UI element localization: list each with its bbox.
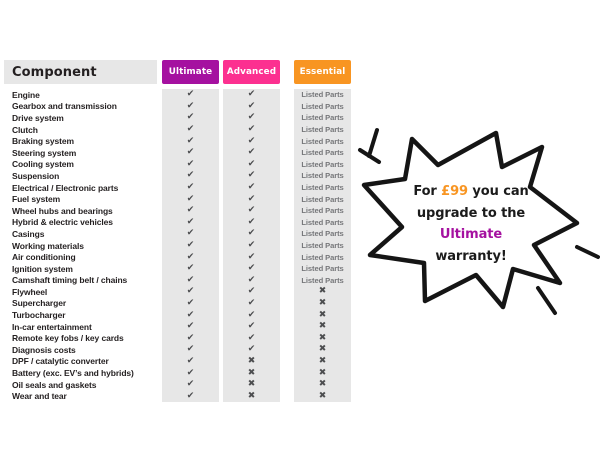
table-row	[0, 89, 352, 101]
check-icon: ✔	[186, 89, 195, 100]
table-row	[0, 321, 352, 333]
check-icon: ✔	[186, 344, 195, 355]
table-row	[0, 147, 352, 159]
table-row	[0, 344, 352, 356]
component-name: Battery (exc. EV’s and hybrids)	[12, 368, 134, 379]
table-row	[0, 135, 352, 147]
check-icon: ✔	[247, 332, 256, 343]
table-row	[0, 367, 352, 379]
cross-icon: ✖	[318, 367, 327, 378]
table-row	[0, 379, 352, 391]
table-row	[0, 205, 352, 217]
listed-parts-label: Listed Parts	[301, 206, 344, 216]
check-icon: ✔	[186, 390, 195, 401]
check-icon: ✔	[186, 263, 195, 274]
check-icon: ✔	[186, 158, 195, 169]
table-row	[0, 182, 352, 194]
table-row	[0, 240, 352, 252]
table-row	[0, 263, 352, 275]
bubble-text	[396, 181, 546, 267]
listed-parts-label: Listed Parts	[301, 171, 344, 181]
cross-icon: ✖	[318, 321, 327, 332]
check-icon: ✔	[247, 263, 256, 274]
table-body	[0, 89, 352, 402]
check-icon: ✔	[247, 89, 256, 100]
plan-header-advanced	[223, 60, 280, 84]
listed-parts-label: Listed Parts	[301, 241, 344, 251]
component-name: Steering system	[12, 147, 77, 158]
plan-header-advanced-label: Advanced	[226, 67, 277, 77]
cross-icon: ✖	[318, 286, 327, 297]
listed-parts-label: Listed Parts	[301, 148, 344, 158]
check-icon: ✔	[186, 228, 195, 239]
check-icon: ✔	[247, 240, 256, 251]
listed-parts-label: Listed Parts	[301, 275, 344, 285]
cross-icon: ✖	[318, 297, 327, 308]
check-icon: ✔	[186, 147, 195, 158]
check-icon: ✔	[247, 124, 256, 135]
check-icon: ✔	[186, 297, 195, 308]
bubble-line-4: warranty!	[435, 248, 507, 264]
price-text: £99	[441, 184, 468, 199]
component-name: DPF / catalytic converter	[12, 356, 109, 367]
check-icon: ✔	[247, 193, 256, 204]
listed-parts-label: Listed Parts	[301, 125, 344, 135]
component-name: Hybrid & electric vehicles	[12, 217, 113, 228]
speed-line-bottom-right-icon	[538, 288, 555, 313]
check-icon: ✔	[247, 112, 256, 123]
check-icon: ✔	[247, 135, 256, 146]
check-icon: ✔	[186, 112, 195, 123]
cross-icon: ✖	[247, 355, 256, 366]
check-icon: ✔	[247, 170, 256, 181]
cross-icon: ✖	[318, 332, 327, 343]
table-row	[0, 298, 352, 310]
component-name: In-car entertainment	[12, 321, 92, 332]
check-icon: ✔	[247, 321, 256, 332]
component-name: Flywheel	[12, 286, 48, 297]
component-name: Wheel hubs and bearings	[12, 205, 113, 216]
listed-parts-label: Listed Parts	[301, 252, 344, 262]
component-name: Cooling system	[12, 159, 74, 170]
table-row	[0, 228, 352, 240]
component-name: Electrical / Electronic parts	[12, 182, 119, 193]
component-name: Camshaft timing belt / chains	[12, 275, 128, 286]
component-column-header	[4, 60, 157, 84]
check-icon: ✔	[186, 379, 195, 390]
table-row	[0, 275, 352, 287]
component-name: Fuel system	[12, 194, 61, 205]
check-icon: ✔	[247, 228, 256, 239]
check-icon: ✔	[186, 355, 195, 366]
component-name: Braking system	[12, 136, 74, 147]
bubble-highlight-ultimate: Ultimate	[439, 227, 503, 242]
check-icon: ✔	[247, 286, 256, 297]
plan-header-ultimate-label: Ultimate	[168, 67, 213, 77]
component-name: Turbocharger	[12, 310, 66, 321]
listed-parts-label: Listed Parts	[301, 90, 344, 100]
check-icon: ✔	[186, 182, 195, 193]
check-icon: ✔	[186, 309, 195, 320]
listed-parts-label: Listed Parts	[301, 229, 344, 239]
bubble-line-2: upgrade to the	[416, 205, 526, 221]
table-row	[0, 170, 352, 182]
plan-header-essential	[294, 60, 351, 84]
check-icon: ✔	[247, 182, 256, 193]
check-icon: ✔	[247, 216, 256, 227]
component-name: Clutch	[12, 124, 38, 135]
table-row	[0, 286, 352, 298]
listed-parts-label: Listed Parts	[301, 101, 344, 111]
plan-header-essential-label: Essential	[299, 67, 346, 77]
check-icon: ✔	[186, 240, 195, 251]
check-icon: ✔	[186, 274, 195, 285]
cross-icon: ✖	[247, 390, 256, 401]
cross-icon: ✖	[318, 379, 327, 390]
check-icon: ✔	[186, 124, 195, 135]
table-row	[0, 390, 352, 402]
table-row	[0, 193, 352, 205]
check-icon: ✔	[247, 251, 256, 262]
check-icon: ✔	[186, 367, 195, 378]
component-name: Air conditioning	[12, 252, 76, 263]
component-name: Casings	[12, 228, 45, 239]
speed-line-top-left-1-icon	[369, 130, 377, 156]
listed-parts-label: Listed Parts	[301, 194, 344, 204]
check-icon: ✔	[247, 309, 256, 320]
cross-icon: ✖	[318, 344, 327, 355]
check-icon: ✔	[247, 274, 256, 285]
check-icon: ✔	[186, 135, 195, 146]
speed-line-right-icon	[577, 247, 598, 257]
check-icon: ✔	[247, 297, 256, 308]
bubble-line-1: For £99 you can	[413, 184, 529, 199]
listed-parts-label: Listed Parts	[301, 113, 344, 123]
table-row	[0, 101, 352, 113]
table-row	[0, 124, 352, 136]
table-row	[0, 112, 352, 124]
check-icon: ✔	[186, 332, 195, 343]
check-icon: ✔	[186, 216, 195, 227]
check-icon: ✔	[186, 321, 195, 332]
listed-parts-label: Listed Parts	[301, 217, 344, 227]
table-row	[0, 217, 352, 229]
component-header-label: Component	[12, 64, 97, 80]
cross-icon: ✖	[247, 379, 256, 390]
component-name: Wear and tear	[12, 391, 67, 402]
component-name: Supercharger	[12, 298, 67, 309]
check-icon: ✔	[186, 170, 195, 181]
listed-parts-label: Listed Parts	[301, 136, 344, 146]
listed-parts-label: Listed Parts	[301, 264, 344, 274]
check-icon: ✔	[247, 158, 256, 169]
component-name: Drive system	[12, 112, 64, 123]
table-row	[0, 159, 352, 171]
component-name: Gearbox and transmission	[12, 101, 117, 112]
check-icon: ✔	[186, 205, 195, 216]
listed-parts-label: Listed Parts	[301, 183, 344, 193]
component-name: Engine	[12, 89, 40, 100]
plan-header-ultimate	[162, 60, 219, 84]
component-name: Remote key fobs / key cards	[12, 333, 124, 344]
component-name: Diagnosis costs	[12, 344, 76, 355]
check-icon: ✔	[247, 344, 256, 355]
check-icon: ✔	[186, 193, 195, 204]
listed-parts-label: Listed Parts	[301, 159, 344, 169]
table-row	[0, 309, 352, 321]
component-name: Ignition system	[12, 263, 73, 274]
cross-icon: ✖	[318, 309, 327, 320]
check-icon: ✔	[247, 100, 256, 111]
check-icon: ✔	[186, 100, 195, 111]
check-icon: ✔	[186, 286, 195, 297]
cross-icon: ✖	[247, 367, 256, 378]
check-icon: ✔	[186, 251, 195, 262]
table-row	[0, 251, 352, 263]
check-icon: ✔	[247, 205, 256, 216]
check-icon: ✔	[247, 147, 256, 158]
table-row	[0, 332, 352, 344]
cross-icon: ✖	[318, 355, 327, 366]
cross-icon: ✖	[318, 390, 327, 401]
component-name: Suspension	[12, 170, 60, 181]
component-name: Working materials	[12, 240, 84, 251]
table-row	[0, 356, 352, 368]
component-name: Oil seals and gaskets	[12, 379, 97, 390]
